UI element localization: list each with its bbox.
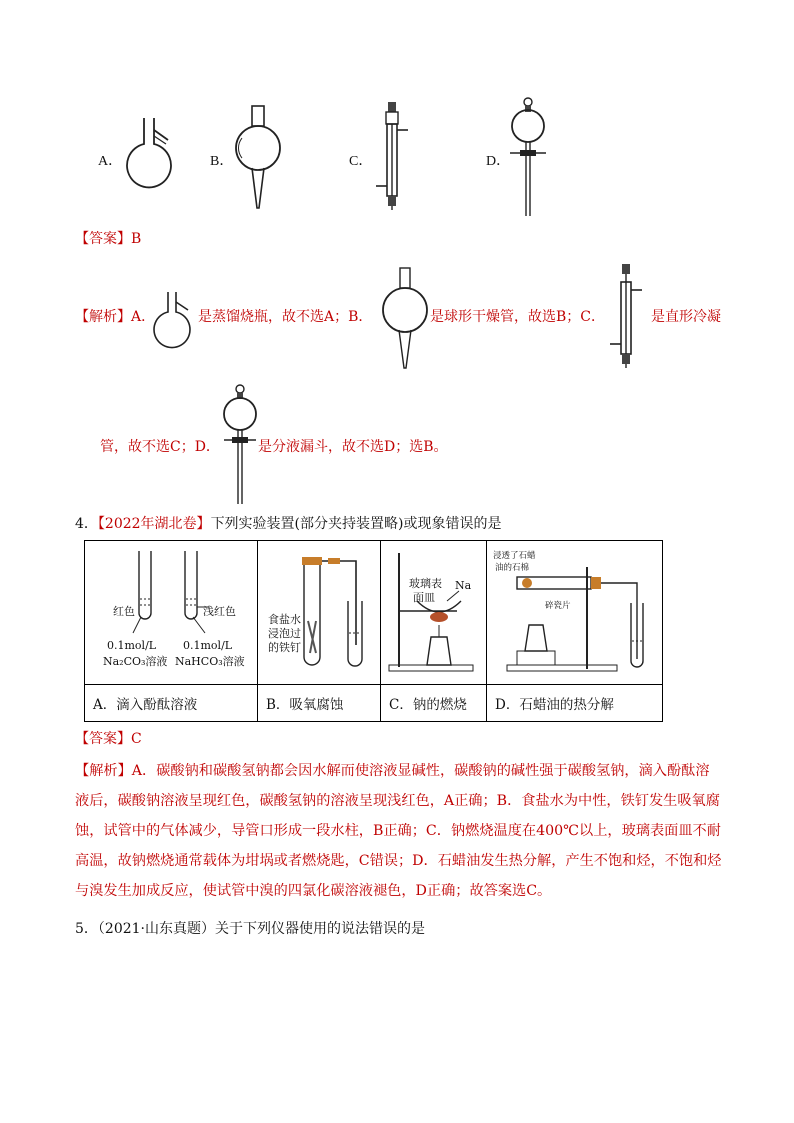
- q4-number: 4．: [75, 516, 98, 532]
- label-paraffin-asbestos: 油的石棉: [495, 563, 530, 573]
- distilling-flask-figure-small: [150, 290, 198, 356]
- q3-analysis-seg5: 管，故不选C；D．: [100, 439, 220, 455]
- q4-options-table: [84, 540, 663, 722]
- sodium-combustion-figure: [381, 541, 486, 684]
- separatory-funnel-figure: [506, 96, 550, 222]
- q3-answer-value: B: [131, 231, 142, 247]
- q3-analysis-seg2: 是蒸馏烧瓶，故不选A；B．: [198, 309, 373, 325]
- label-iron-nail: 的铁钉: [268, 641, 301, 654]
- q4-caption-a: A．滴入酚酞溶液: [85, 685, 258, 722]
- q4-cell-c-figure: [381, 541, 487, 685]
- straight-condenser-figure-small: [606, 262, 646, 374]
- label-porcelain-chips: 碎瓷片: [545, 601, 571, 611]
- q4-stem-text: 下列实验装置(部分夹持装置略)或现象错误的是: [210, 516, 502, 532]
- q4-cell-b-figure: [258, 541, 381, 685]
- label-conc-2: 0.1mol/L: [183, 639, 233, 652]
- option-c-label: C．: [349, 154, 373, 169]
- q3-analysis-seg1: A．: [131, 309, 156, 325]
- q5-number: 5．: [75, 921, 98, 937]
- option-d-label: D．: [486, 154, 511, 169]
- drying-tube-figure-small: [380, 266, 432, 370]
- q5-stem: [75, 919, 425, 939]
- label-soaked-asbestos: 浸透了石蜡: [493, 551, 536, 561]
- label-nahco3: NaHCO₃溶液: [175, 655, 245, 668]
- label-dish: 面皿: [413, 591, 435, 604]
- q4-caption-b: B．吸氧腐蚀: [258, 685, 381, 722]
- q5-source: （2021·山东真题）: [97, 921, 216, 937]
- q4-analysis-text: A．碳酸钠和碳酸氢钠都会因水解而使溶液显碱性，碳酸钠的碱性强于碳酸氢钠，滴入酚酞溶液后，碳酸钠溶液呈现红色，碳酸氢钠的溶液呈现浅红色，A正确；B．食盐水为中性，铁钉发生吸氧腐蚀，试管中的气体减少，导管口形成一段水柱，B正确；C．钠燃烧温度在400℃以上，玻璃表面皿不耐高温，故钠燃烧通常载体为坩埚或者燃烧匙，C错误；D．石蜡油发生热分解，产生不饱和烃，不饱和烃与溴发生加成反应，使试管中溴的四氯化碳溶液褪色，D正确；故答案选C。: [75, 763, 722, 899]
- analysis-label-q4: 【解析】: [75, 763, 132, 779]
- q4-caption-c: C．钠的燃烧: [381, 685, 487, 722]
- q4-answer-line: [75, 729, 142, 749]
- answer-label: 【答案】: [75, 231, 131, 247]
- q4-cell-a-figure: [85, 541, 258, 685]
- label-na: Na: [455, 579, 472, 592]
- option-b-label: B．: [210, 154, 234, 169]
- q3-analysis-seg6: 是分液漏斗，故不选D；选B。: [258, 439, 448, 455]
- separatory-funnel-figure-small: [220, 384, 260, 508]
- q4-stem: [75, 514, 502, 534]
- label-na2co3: Na₂CO₃溶液: [103, 655, 168, 668]
- straight-condenser-figure: [372, 100, 412, 218]
- label-saltwater: 食盐水: [268, 613, 301, 626]
- drying-tube-figure: [232, 104, 286, 210]
- q3-analysis-line1: [75, 307, 155, 327]
- q4-caption-d: D．石蜡油的热分解: [487, 685, 663, 722]
- q4-answer-value: C: [131, 731, 142, 747]
- label-light-red: 浅红色: [203, 605, 236, 618]
- distilling-flask-figure: [120, 116, 180, 198]
- analysis-label: 【解析】: [75, 309, 131, 325]
- q3-answer-line: [75, 229, 141, 249]
- q3-analysis-seg4: 是直形冷凝: [651, 309, 721, 325]
- answer-label-q4: 【答案】: [75, 731, 131, 747]
- q4-cell-d-figure: [487, 541, 663, 685]
- label-soaked: 浸泡过: [268, 627, 301, 640]
- label-red: 红色: [113, 605, 135, 618]
- q3-analysis-seg3: 是球形干燥管，故选B；C．: [430, 309, 605, 325]
- q4-source: 【2022年湖北卷】: [97, 516, 211, 532]
- label-conc-1: 0.1mol/L: [107, 639, 157, 652]
- label-watch-glass: 玻璃表: [409, 577, 442, 590]
- q4-analysis-block: [75, 756, 723, 906]
- option-a-label: A．: [98, 154, 123, 169]
- q5-stem-text: 关于下列仪器使用的说法错误的是: [215, 921, 426, 937]
